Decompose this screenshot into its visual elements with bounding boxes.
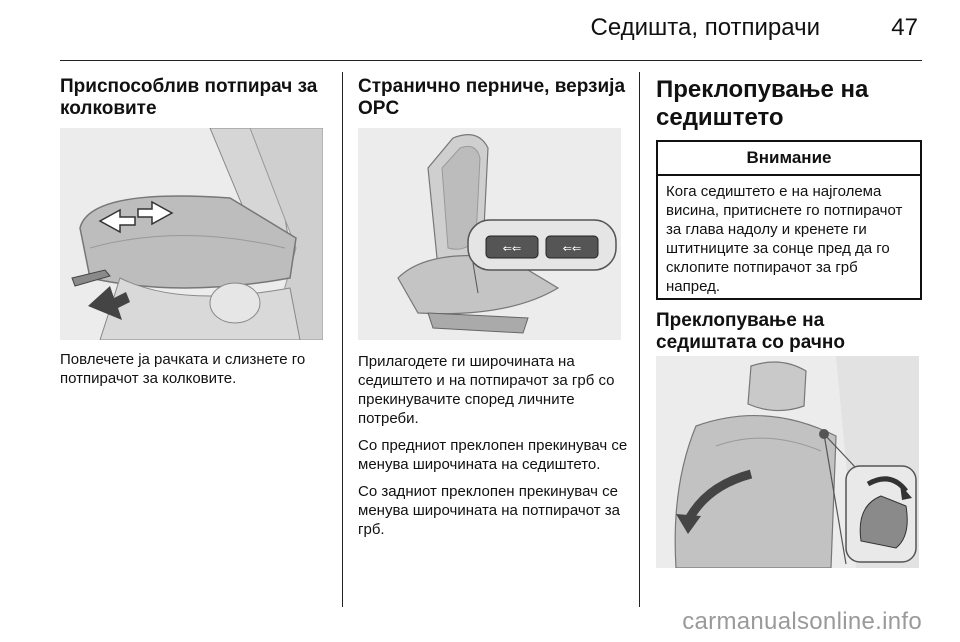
seat-folding-illustration	[656, 356, 919, 568]
side-bolster-paragraph-2: Со предниот преклопен прекинувач се менува широчината на седиштето.	[358, 437, 628, 473]
side-bolster-paragraph-1: Прилагодете ги широчината на седиштето и на потпирачот за грб со прекинувачите според личните потреби.	[358, 353, 615, 427]
svg-text:⇐⇐: ⇐⇐	[502, 242, 522, 255]
column-divider-2	[639, 72, 640, 607]
section-heading-seat-folding: Преклопување на седиштето	[656, 76, 869, 131]
warning-text: Кога седиштето е на најголема висина, притиснете го потпирачот за глава надолу и кренете ги штитниците за сонце пред да го склопите потпирачот за грб напред.	[666, 183, 903, 295]
opc-seat-illustration	[358, 128, 621, 340]
hip-support-instruction: Повлечете ја рачката и слизнете го потпирачот за колковите.	[60, 351, 306, 387]
page-number: 47	[891, 14, 918, 41]
seat-hip-support-illustration	[60, 128, 323, 340]
figure-seat-folding	[656, 356, 919, 568]
section-subheading-manual-seats: Преклопување на седиштата со рачно	[656, 310, 845, 353]
svg-text:⇐⇐: ⇐⇐	[562, 242, 582, 255]
warning-box	[656, 140, 922, 300]
footer-watermark: carmanualsonline.info	[682, 608, 922, 635]
figure-hip-support	[60, 128, 323, 340]
figure-side-bolster	[358, 128, 621, 340]
running-header-title: Седишта, потпирачи	[590, 14, 820, 41]
header-rule	[60, 60, 922, 61]
warning-title: Внимание	[658, 142, 920, 176]
section-heading-side-bolster: Странично перниче, верзија OPC	[358, 76, 626, 119]
side-bolster-paragraph-3: Со задниот преклопен прекинувач се менува широчината на потпирачот за грб.	[358, 483, 620, 538]
section-heading-hip-support: Приспособлив потпирач за колковите	[60, 76, 318, 119]
side-bolster-text	[358, 352, 628, 547]
column-divider-1	[342, 72, 343, 607]
